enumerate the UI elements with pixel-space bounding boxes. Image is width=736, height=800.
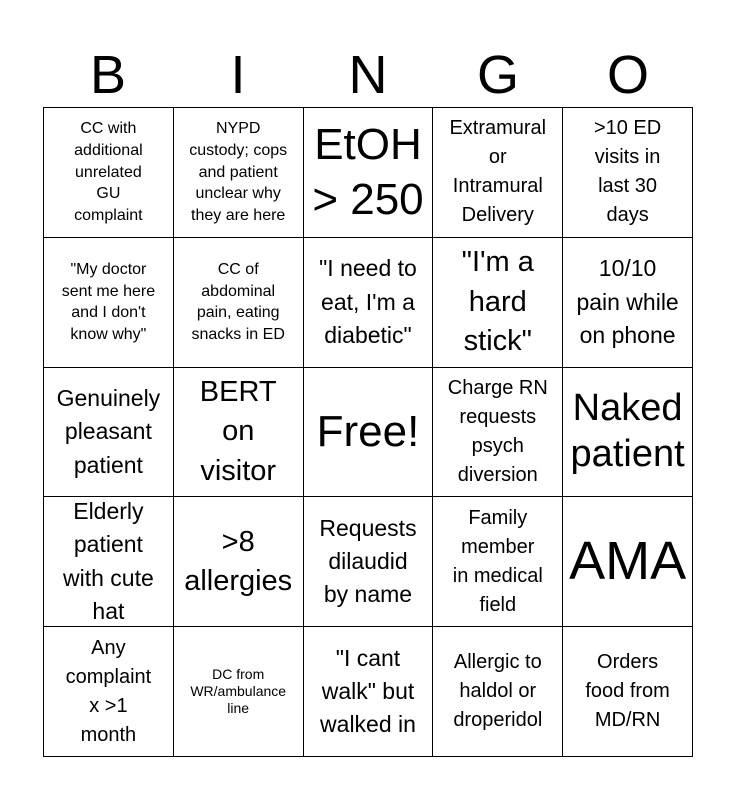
bingo-cell-i3[interactable]: BERT on visitor (174, 368, 304, 498)
bingo-cell-i4[interactable]: >8 allergies (174, 497, 304, 627)
bingo-cell-n5[interactable]: "I cant walk" but walked in (304, 627, 434, 757)
header-letter-g: G (476, 45, 519, 105)
bingo-cell-g2[interactable]: "I'm a hard stick" (433, 238, 563, 368)
bingo-cell-o1[interactable]: >10 ED visits in last 30 days (563, 108, 693, 238)
bingo-cell-i5[interactable]: DC from WR/ambulance line (174, 627, 304, 757)
bingo-cell-o5[interactable]: Orders food from MD/RN (563, 627, 693, 757)
header-letter-i: I (230, 45, 246, 105)
bingo-cell-i2[interactable]: CC of abdominal pain, eating snacks in ED (174, 238, 304, 368)
bingo-cell-g1[interactable]: Extramural or Intramural Delivery (433, 108, 563, 238)
header-letter-b: B (89, 45, 127, 105)
bingo-cell-b2[interactable]: "My doctor sent me here and I don't know why" (44, 238, 174, 368)
bingo-cell-b5[interactable]: Any complaint x >1 month (44, 627, 174, 757)
bingo-cell-i1[interactable]: NYPD custody; cops and patient unclear why they are here (174, 108, 304, 238)
bingo-cell-b1[interactable]: CC with additional unrelated GU complaint (44, 108, 174, 238)
header-letter-o: O (606, 45, 649, 105)
bingo-cell-o2[interactable]: 10/10 pain while on phone (563, 238, 693, 368)
bingo-cell-g5[interactable]: Allergic to haldol or droperidol (433, 627, 563, 757)
header-letter-n: N (348, 45, 388, 105)
bingo-card (43, 107, 693, 757)
bingo-cell-n3[interactable]: Free! (304, 368, 434, 498)
bingo-cell-n1[interactable]: EtOH > 250 (304, 108, 434, 238)
bingo-cell-g3[interactable]: Charge RN requests psych diversion (433, 368, 563, 498)
bingo-cell-n2[interactable]: "I need to eat, I'm a diabetic" (304, 238, 434, 368)
bingo-header (43, 44, 693, 106)
bingo-cell-o4[interactable]: AMA (563, 497, 693, 627)
bingo-cell-g4[interactable]: Family member in medical field (433, 497, 563, 627)
bingo-cell-o3[interactable]: Naked patient (563, 368, 693, 498)
bingo-cell-b4[interactable]: Elderly patient with cute hat (44, 497, 174, 627)
bingo-cell-n4[interactable]: Requests dilaudid by name (304, 497, 434, 627)
bingo-cell-b3[interactable]: Genuinely pleasant patient (44, 368, 174, 498)
